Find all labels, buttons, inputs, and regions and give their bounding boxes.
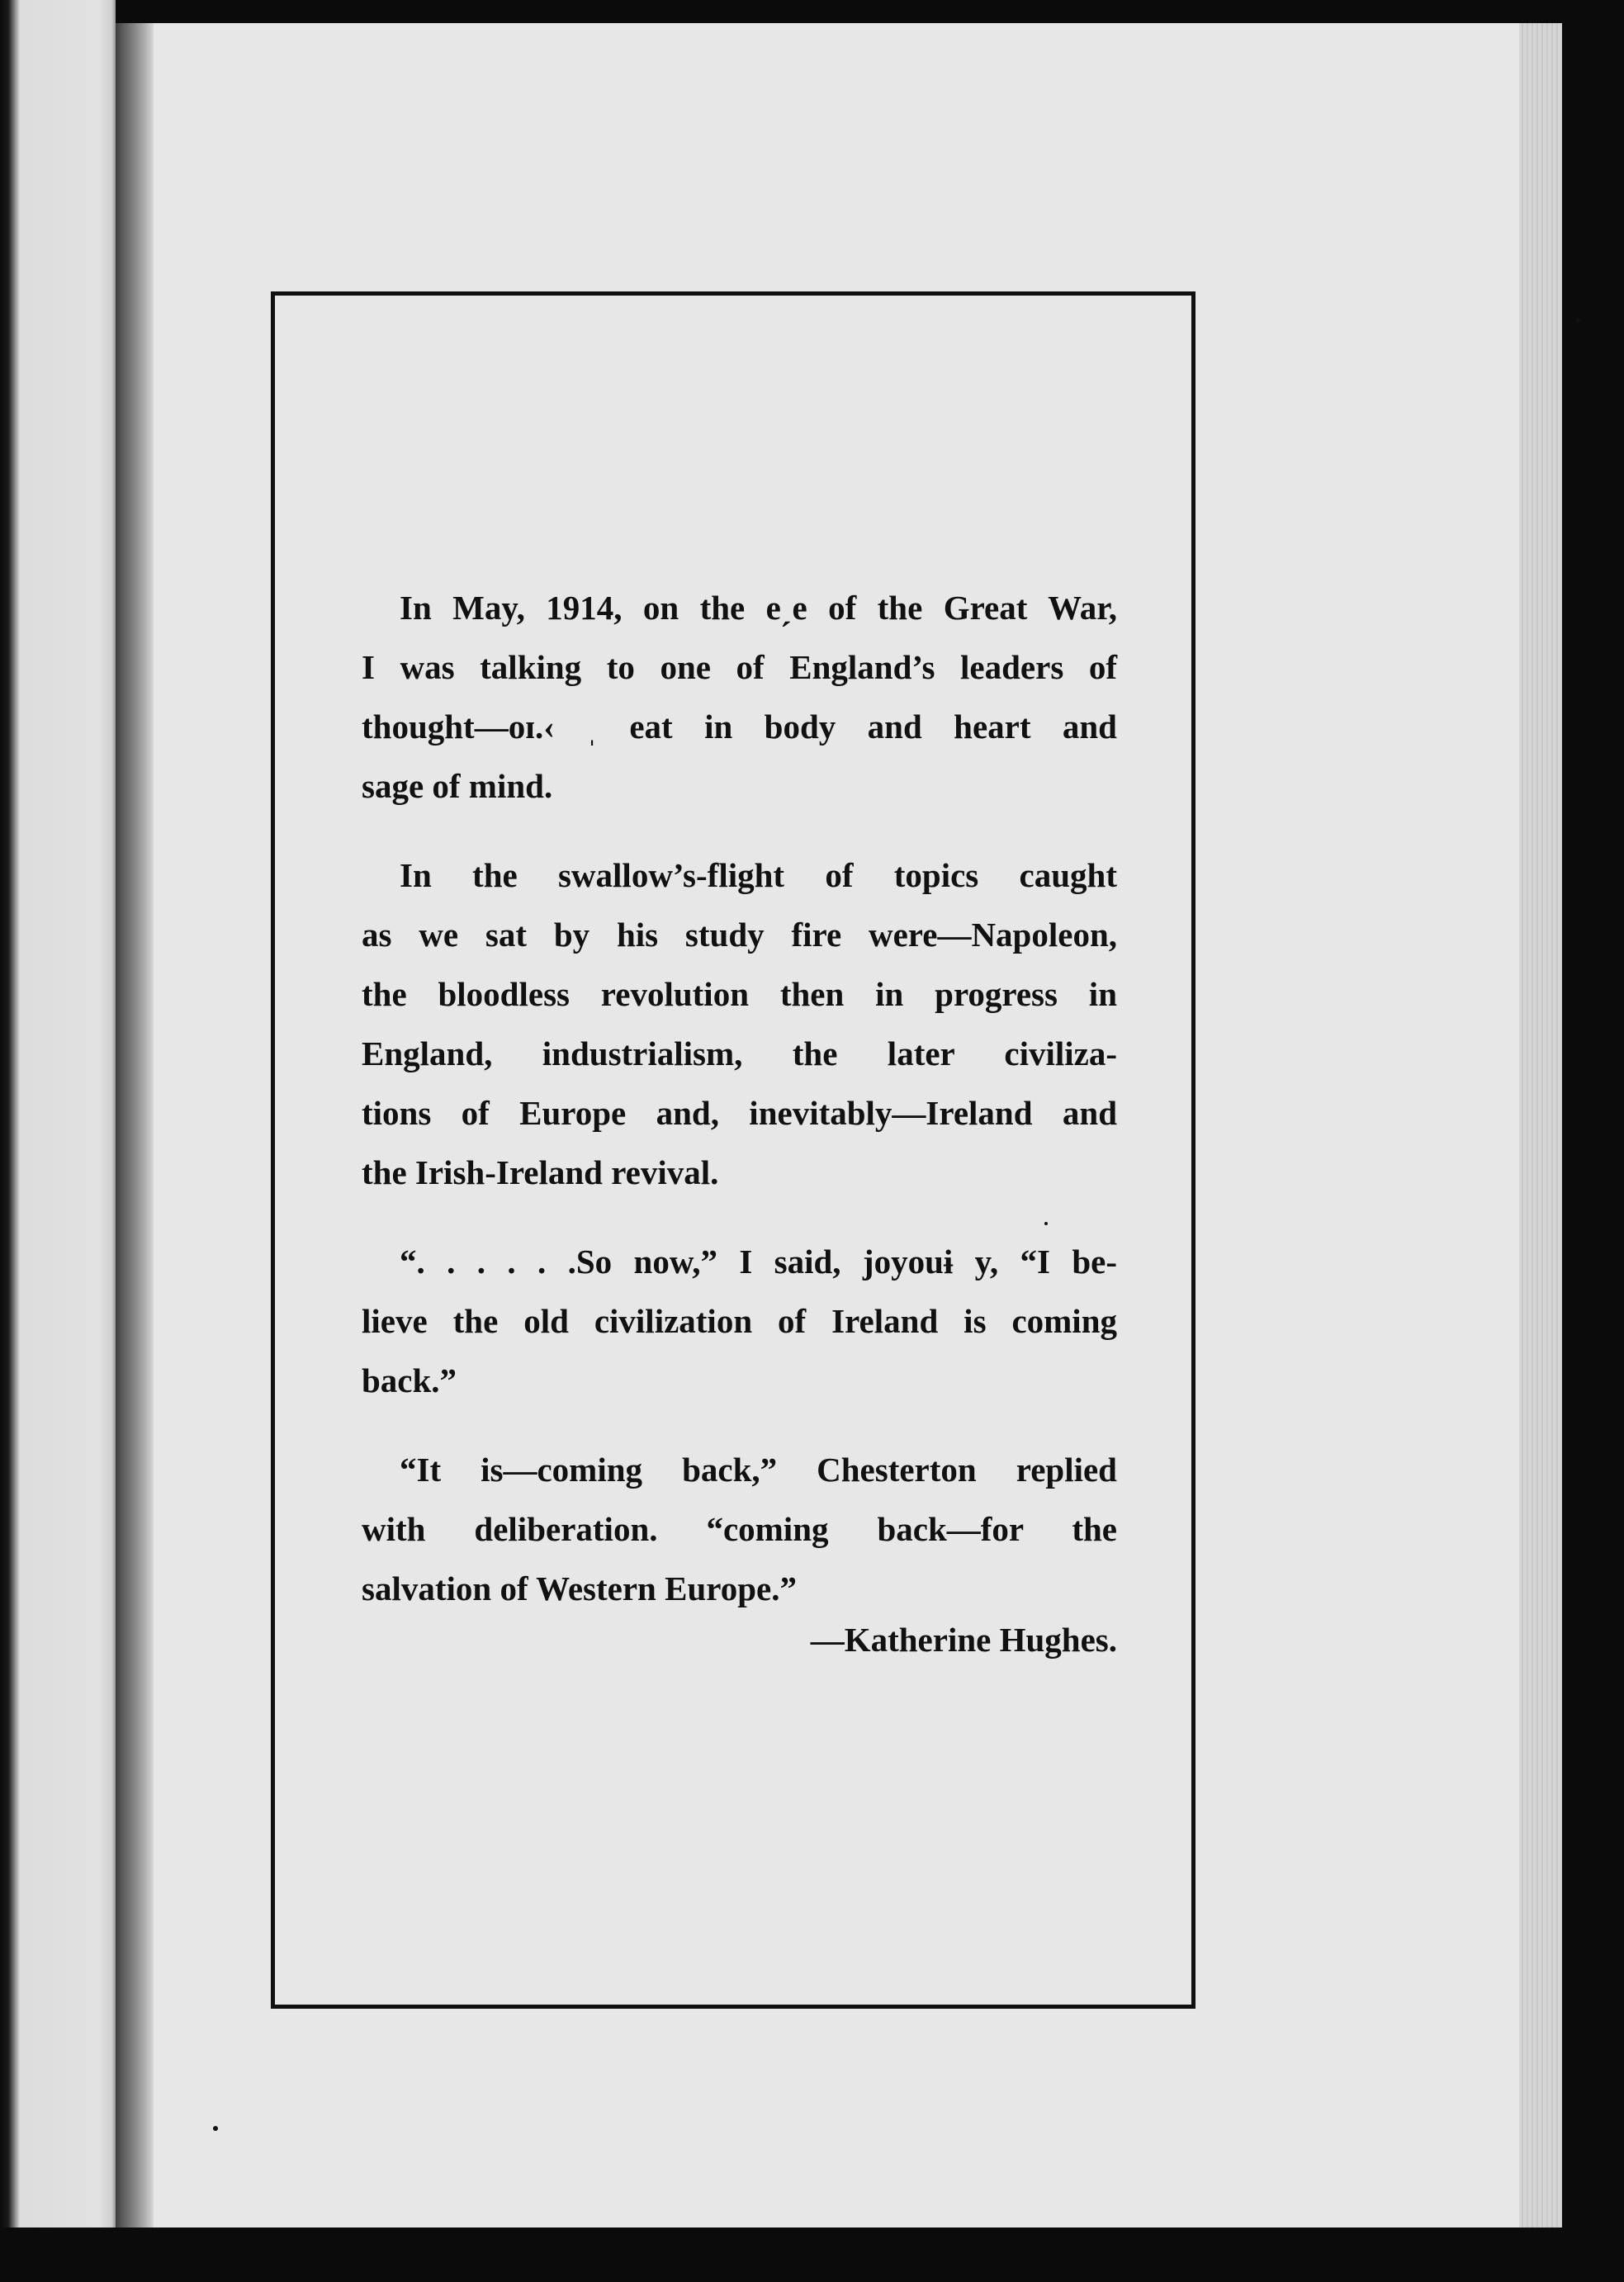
text-line: I was talking to one of England’s leaders of xyxy=(362,648,1117,686)
text-line: In May, 1914, on the eˏe of the Great War, xyxy=(400,589,1117,627)
scan-speck xyxy=(1575,318,1580,323)
text-line: back.” xyxy=(362,1361,457,1399)
text-line: In the swallow’s-flight of topics caught xyxy=(400,856,1117,894)
scan-border-top xyxy=(0,0,1624,23)
binding-gutter xyxy=(116,23,154,2228)
paragraph-3 xyxy=(362,1232,1117,1410)
paragraph-1 xyxy=(362,578,1117,816)
paragraph-4 xyxy=(362,1440,1117,1669)
text-line: the Irish-Ireland revival. xyxy=(362,1153,719,1191)
scan-border-bottom xyxy=(0,2228,1624,2282)
text-line: salvation of Western Europe.” xyxy=(362,1569,797,1607)
text-line: tions of Europe and, inevitably—Ireland and xyxy=(362,1094,1117,1132)
signature: —Katherine Hughes. xyxy=(810,1621,1117,1659)
scan-speck xyxy=(213,2126,218,2131)
quotation-block xyxy=(362,578,1117,1699)
text-line: sage of mind. xyxy=(362,767,553,805)
text-line: “. . . . . .So now,” I said, joyouɨ y, “I be- xyxy=(400,1243,1117,1281)
text-line: England, industrialism, the later civiliza- xyxy=(362,1034,1117,1072)
text-line: thought—oɪ.‹ ˌ eat in body and heart and xyxy=(362,708,1117,746)
text-line: the bloodless revolution then in progress in xyxy=(362,975,1117,1013)
text-line: “It is—coming back,” Chesterton replied xyxy=(400,1451,1117,1489)
text-line: as we sat by his study fire were—Napoleon, xyxy=(362,916,1117,954)
scan-border-right xyxy=(1562,0,1624,2282)
facing-page-edge xyxy=(0,0,116,2282)
paragraph-2 xyxy=(362,845,1117,1202)
text-line: with deliberation. “coming back—for the xyxy=(362,1510,1117,1548)
page-stack-edge xyxy=(1519,23,1562,2228)
text-line: lieve the old civilization of Ireland is coming xyxy=(362,1302,1117,1340)
